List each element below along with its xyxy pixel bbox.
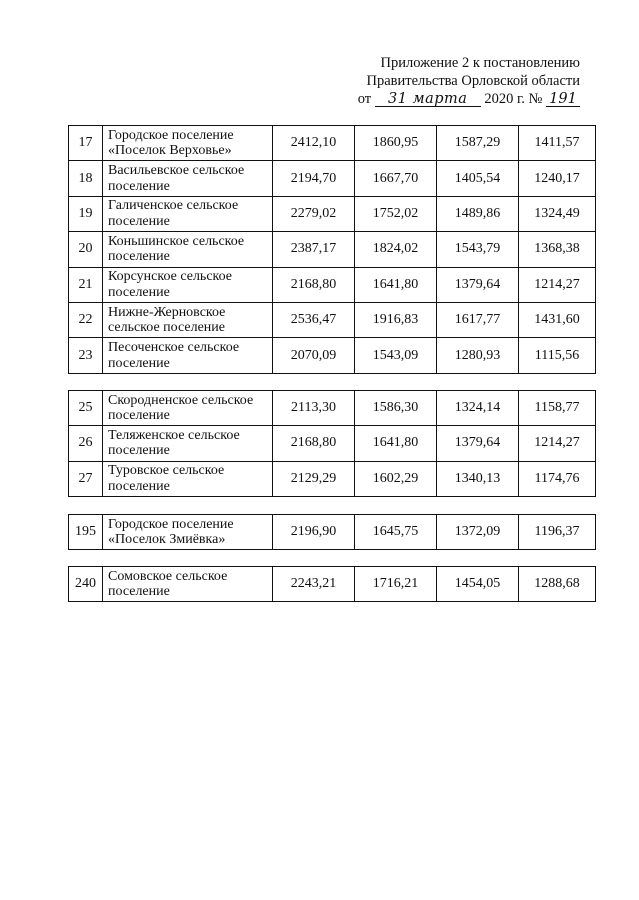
- document-header: [340, 54, 580, 108]
- value-col-1: 2196,90: [273, 515, 355, 550]
- value-col-1: 2387,17: [273, 232, 355, 267]
- table-row: [69, 267, 596, 302]
- row-number: 195: [69, 515, 103, 550]
- value-col-1: 2412,10: [273, 126, 355, 161]
- value-col-4: 1240,17: [519, 161, 596, 196]
- value-col-2: 1586,30: [355, 391, 437, 426]
- value-col-2: 1716,21: [355, 567, 437, 602]
- value-col-4: 1158,77: [519, 391, 596, 426]
- row-number: 27: [69, 461, 103, 496]
- value-col-3: 1587,29: [437, 126, 519, 161]
- row-number: 19: [69, 196, 103, 231]
- table-row: [69, 391, 596, 426]
- row-number: 17: [69, 126, 103, 161]
- handwritten-date: 31 марта: [375, 92, 481, 107]
- value-col-4: 1196,37: [519, 515, 596, 550]
- value-col-2: 1860,95: [355, 126, 437, 161]
- appendix-title: Приложение 2 к постановлению: [380, 55, 580, 71]
- value-col-1: 2113,30: [273, 391, 355, 426]
- value-col-3: 1405,54: [437, 161, 519, 196]
- row-number: 21: [69, 267, 103, 302]
- row-number: 22: [69, 302, 103, 337]
- table-row: [69, 196, 596, 231]
- settlement-name: Васильевское сельское поселение: [103, 161, 273, 196]
- row-number: 20: [69, 232, 103, 267]
- value-col-2: 1645,75: [355, 515, 437, 550]
- value-col-1: 2243,21: [273, 567, 355, 602]
- settlement-name: Коньшинское сельское поселение: [103, 232, 273, 267]
- table-row: [69, 161, 596, 196]
- value-col-2: 1543,09: [355, 338, 437, 373]
- value-col-4: 1115,56: [519, 338, 596, 373]
- value-col-4: 1411,57: [519, 126, 596, 161]
- settlements-table-3: [68, 514, 596, 550]
- row-number: 240: [69, 567, 103, 602]
- value-col-2: 1916,83: [355, 302, 437, 337]
- table-row: [69, 232, 596, 267]
- from-label: от: [357, 91, 372, 107]
- appendix-authority: Правительства Орловской области: [366, 73, 580, 89]
- value-col-2: 1641,80: [355, 267, 437, 302]
- value-col-3: 1280,93: [437, 338, 519, 373]
- value-col-4: 1324,49: [519, 196, 596, 231]
- row-number: 26: [69, 426, 103, 461]
- value-col-3: 1372,09: [437, 515, 519, 550]
- handwritten-number: 191: [546, 92, 580, 107]
- value-col-1: 2194,70: [273, 161, 355, 196]
- settlement-name: Нижне-Жерновское сельское поселение: [103, 302, 273, 337]
- settlement-name: Галиченское сельское поселение: [103, 196, 273, 231]
- value-col-1: 2279,02: [273, 196, 355, 231]
- value-col-3: 1489,86: [437, 196, 519, 231]
- value-col-3: 1543,79: [437, 232, 519, 267]
- value-col-4: 1431,60: [519, 302, 596, 337]
- table-row: [69, 302, 596, 337]
- value-col-4: 1214,27: [519, 426, 596, 461]
- value-col-4: 1174,76: [519, 461, 596, 496]
- appendix-date-number-line: [340, 90, 580, 108]
- value-col-3: 1617,77: [437, 302, 519, 337]
- row-number: 18: [69, 161, 103, 196]
- value-col-4: 1214,27: [519, 267, 596, 302]
- value-col-2: 1667,70: [355, 161, 437, 196]
- value-col-2: 1752,02: [355, 196, 437, 231]
- value-col-4: 1288,68: [519, 567, 596, 602]
- table-row: [69, 515, 596, 550]
- value-col-3: 1340,13: [437, 461, 519, 496]
- value-col-1: 2536,47: [273, 302, 355, 337]
- row-number: 25: [69, 391, 103, 426]
- settlement-name: Городское поселение «Поселок Змиёвка»: [103, 515, 273, 550]
- table-row: [69, 338, 596, 373]
- value-col-1: 2070,09: [273, 338, 355, 373]
- value-col-2: 1641,80: [355, 426, 437, 461]
- settlement-name: Сомовское сельское поселение: [103, 567, 273, 602]
- value-col-2: 1824,02: [355, 232, 437, 267]
- value-col-1: 2168,80: [273, 426, 355, 461]
- value-col-3: 1379,64: [437, 267, 519, 302]
- year-number-label: 2020 г. №: [484, 91, 543, 107]
- settlements-table-4: [68, 566, 596, 602]
- table-row: [69, 567, 596, 602]
- settlement-name: Песоченское сельское поселение: [103, 338, 273, 373]
- settlement-name: Туровское сельское поселение: [103, 461, 273, 496]
- value-col-4: 1368,38: [519, 232, 596, 267]
- settlement-name: Корсунское сельское поселение: [103, 267, 273, 302]
- value-col-3: 1324,14: [437, 391, 519, 426]
- table-row: [69, 461, 596, 496]
- value-col-2: 1602,29: [355, 461, 437, 496]
- value-col-1: 2129,29: [273, 461, 355, 496]
- row-number: 23: [69, 338, 103, 373]
- value-col-3: 1454,05: [437, 567, 519, 602]
- settlement-name: Скородненское сельское поселение: [103, 391, 273, 426]
- settlements-table-2: [68, 390, 596, 497]
- table-row: [69, 126, 596, 161]
- settlement-name: Теляженское сельское поселение: [103, 426, 273, 461]
- value-col-3: 1379,64: [437, 426, 519, 461]
- settlement-name: Городское поселение «Поселок Верховье»: [103, 126, 273, 161]
- table-row: [69, 426, 596, 461]
- value-col-1: 2168,80: [273, 267, 355, 302]
- settlements-table-1: [68, 125, 596, 374]
